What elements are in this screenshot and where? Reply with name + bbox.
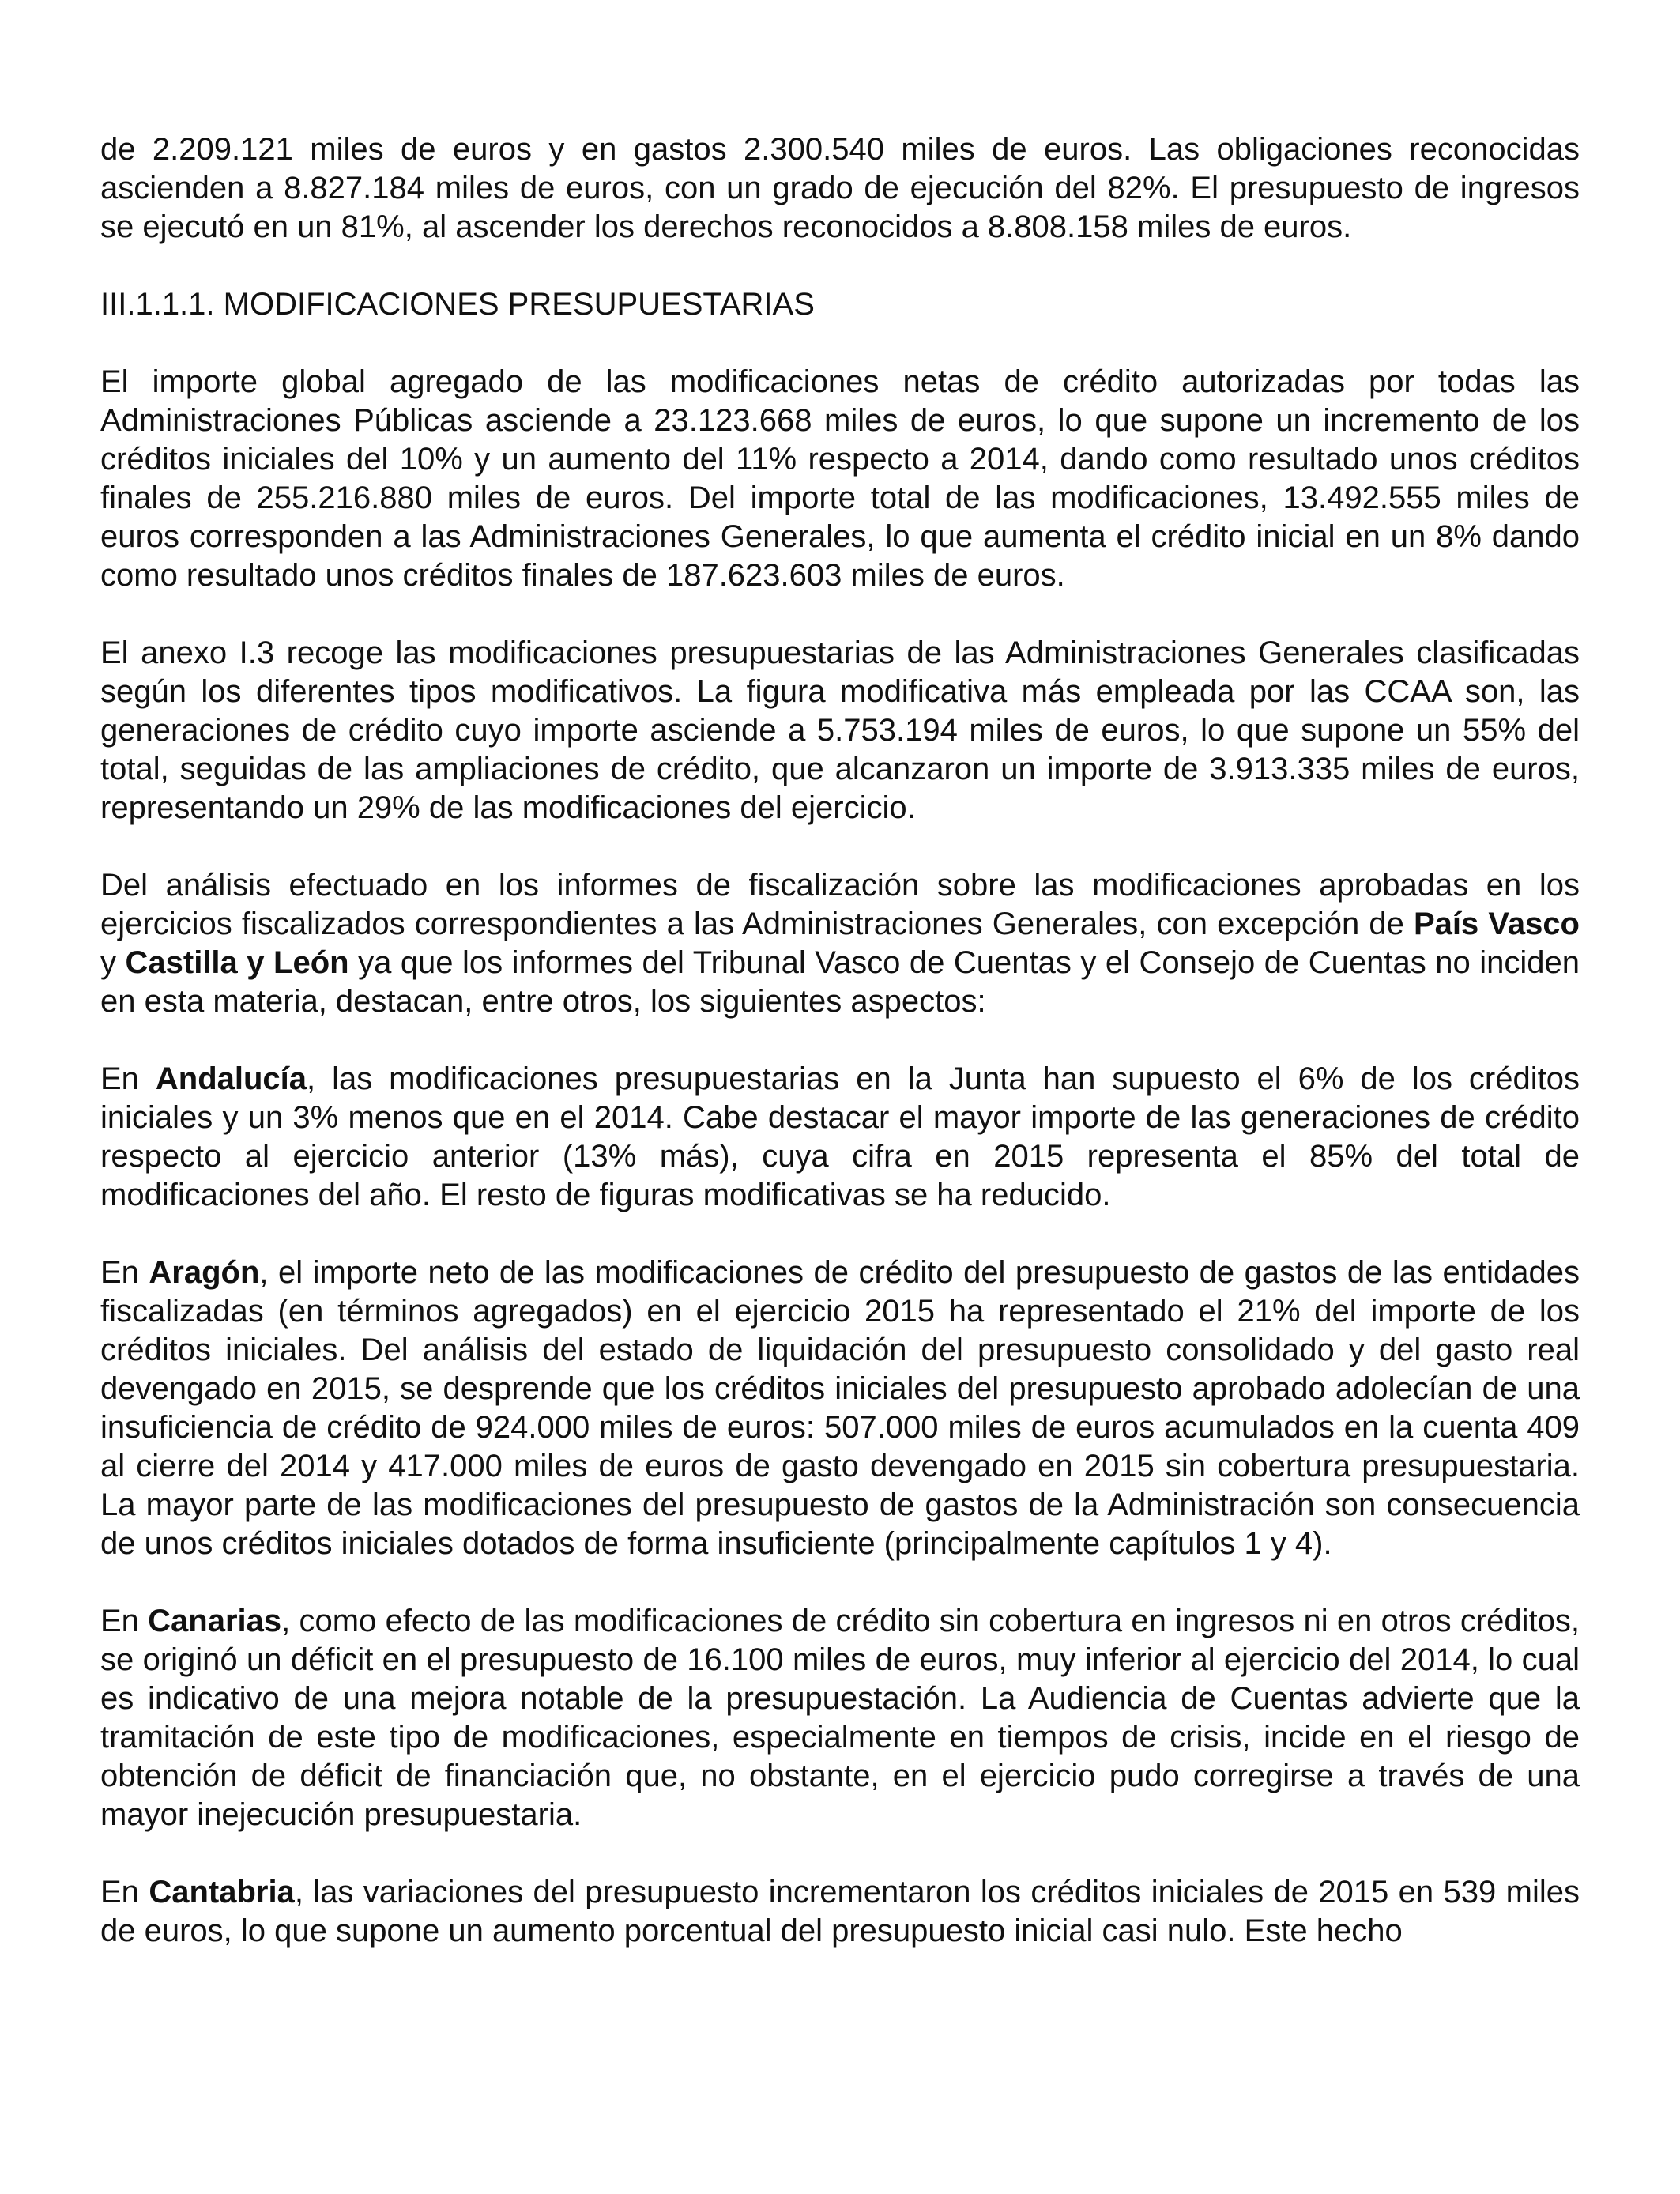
region-name-andalucia: Andalucía: [155, 1061, 307, 1096]
paragraph-cantabria: [100, 1873, 1580, 1951]
region-name-aragon: Aragón: [149, 1255, 260, 1290]
region-name-pais-vasco: País Vasco: [1413, 907, 1580, 941]
paragraph-text: ya que los informes del Tribunal Vasco de Cuentas y el Consejo de Cuentas no inciden en esta materia, destacan, entre otros, los siguientes aspectos:: [100, 945, 1580, 1019]
paragraph-text: de 2.209.121 miles de euros y en gastos 2.300.540 miles de euros. Las obligaciones reconocidas ascienden a 8.827.184 miles de euros, con un grado de ejecución del 82%. El presupuesto de ingresos se ejecutó en un 81%, al ascender los derechos reconocidos a 8.808.158 miles de euros.: [100, 132, 1580, 244]
paragraph-text: y: [100, 945, 126, 980]
section-heading: III.1.1.1. MODIFICACIONES PRESUPUESTARIAS: [100, 287, 815, 322]
paragraph-aragon: [100, 1253, 1580, 1563]
document-page: [100, 130, 1580, 1951]
region-name-castilla-y-leon: Castilla y León: [125, 945, 349, 980]
paragraph-global-modifications: [100, 363, 1580, 595]
paragraph-lead: En: [100, 1875, 149, 1909]
region-name-cantabria: Cantabria: [149, 1875, 295, 1909]
paragraph-text: , las variaciones del presupuesto incrementaron los créditos iniciales de 2015 en 539 miles de euros, lo que supone un aumento porcentual del presupuesto inicial casi nulo. Este hecho: [100, 1875, 1580, 1948]
paragraph-annex-i3: [100, 634, 1580, 827]
paragraph-text: , como efecto de las modificaciones de crédito sin cobertura en ingresos ni en otros créditos, se originó un déficit en el presupuesto de 16.100 miles de euros, muy inferior al ejercicio del 2014, lo cual es indicativo de una mejora notable de la presupuestación. La Audiencia de Cuentas advierte que la tramitación de este tipo de modificaciones, especialmente en tiempos de crisis, incide en el riesgo de obtención de déficit de financiación que, no obstante, en el ejercicio pudo corregirse a través de una mayor inejecución presupuestaria.: [100, 1604, 1580, 1832]
paragraph-andalucia: [100, 1060, 1580, 1215]
paragraph-text: , el importe neto de las modificaciones de crédito del presupuesto de gastos de las entidades fiscalizadas (en términos agregados) en el ejercicio 2015 ha representado el 21% del importe de los créditos iniciales. Del análisis del estado de liquidación del presupuesto consolidado y del gasto real devengado en 2015, se desprende que los créditos iniciales del presupuesto aprobado adolecían de una insuficiencia de crédito de 924.000 miles de euros: 507.000 miles de euros acumulados en la cuenta 409 al cierre del 2014 y 417.000 miles de euros de gasto devengado en 2015 sin cobertura presupuestaria. La mayor parte de las modificaciones del presupuesto de gastos de la Administración son consecuencia de unos créditos iniciales dotados de forma insuficiente (principalmente capítulos 1 y 4).: [100, 1255, 1580, 1561]
paragraph-execution-summary: [100, 130, 1580, 247]
paragraph-text: Del análisis efectuado en los informes de fiscalización sobre las modificaciones aprobadas en los ejercicios fiscalizados correspondientes a las Administraciones Generales, con excepción de: [100, 868, 1580, 941]
paragraph-lead: En: [100, 1255, 149, 1290]
paragraph-analysis-intro: [100, 866, 1580, 1021]
region-name-canarias: Canarias: [148, 1604, 282, 1638]
paragraph-lead: En: [100, 1604, 149, 1638]
paragraph-text: , las modificaciones presupuestarias en la Junta han supuesto el 6% de los créditos iniciales y un 3% menos que en el 2014. Cabe destacar el mayor importe de las generaciones de crédito respecto al ejercicio anterior (13% más), cuya cifra en 2015 representa el 85% del total de modificaciones del año. El resto de figuras modificativas se ha reducido.: [100, 1061, 1580, 1212]
paragraph-canarias: [100, 1602, 1580, 1834]
paragraph-lead: En: [100, 1061, 156, 1096]
paragraph-text: El importe global agregado de las modificaciones netas de crédito autorizadas por todas las Administraciones Públicas asciende a 23.123.668 miles de euros, lo que supone un incremento de los créditos iniciales del 10% y un aumento del 11% respecto a 2014, dando como resultado unos créditos finales de 255.216.880 miles de euros. Del importe total de las modificaciones, 13.492.555 miles de euros corresponden a las Administraciones Generales, lo que aumenta el crédito inicial en un 8% dando como resultado unos créditos finales de 187.623.603 miles de euros.: [100, 364, 1580, 593]
paragraph-text: El anexo I.3 recoge las modificaciones presupuestarias de las Administraciones Generales clasificadas según los diferentes tipos modificativos. La figura modificativa más empleada por las CCAA son, las generaciones de crédito cuyo importe asciende a 5.753.194 miles de euros, lo que supone un 55% del total, seguidas de las ampliaciones de crédito, que alcanzaron un importe de 3.913.335 miles de euros, representando un 29% de las modificaciones del ejercicio.: [100, 635, 1580, 825]
